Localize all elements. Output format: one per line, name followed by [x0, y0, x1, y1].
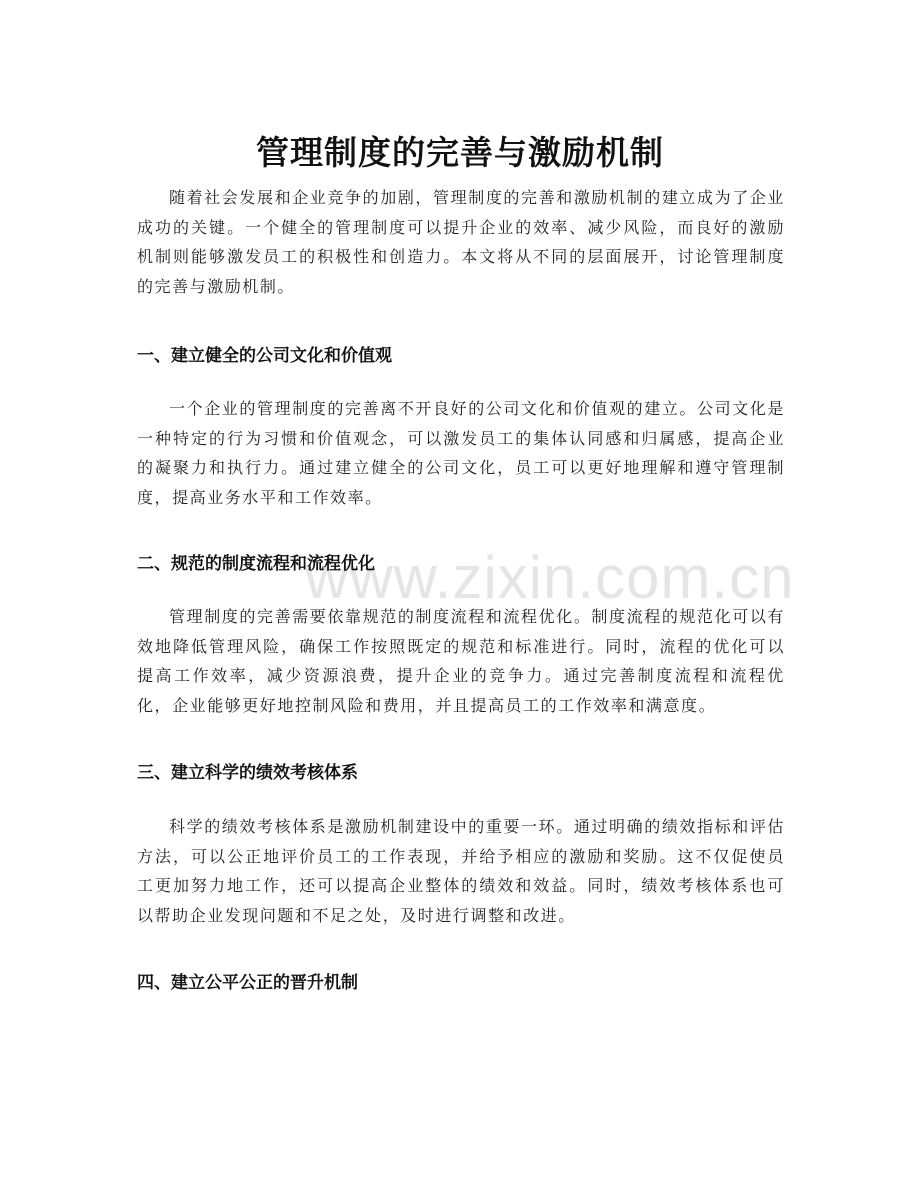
- document-title: 管理制度的完善与激励机制: [256, 133, 664, 173]
- section-3-heading: 三、建立科学的绩效考核体系: [137, 763, 358, 783]
- intro-paragraph: 随着社会发展和企业竞争的加剧，管理制度的完善和激励机制的建立成为了企业成功的关键。一个健全的管理制度可以提升企业的效率、减少风险，而良好的激励机制则能够激发员工的积极性和创造力。本文将从不同的层面展开，讨论管理制度的完善与激励机制。: [137, 188, 785, 296]
- section-4-heading: 四、建立公平公正的晋升机制: [137, 973, 358, 993]
- section-3-paragraph: 科学的绩效考核体系是激励机制建设中的重要一环。通过明确的绩效指标和评估方法，可以公正地评价员工的工作表现，并给予相应的激励和奖励。这不仅促使员工更加努力地工作，还可以提高企业整体的绩效和效益。同时，绩效考核体系也可以帮助企业发现问题和不足之处，及时进行调整和改进。: [137, 817, 785, 925]
- section-1-paragraph: 一个企业的管理制度的完善离不开良好的公司文化和价值观的建立。公司文化是一种特定的行为习惯和价值观念，可以激发员工的集体认同感和归属感，提高企业的凝聚力和执行力。通过建立健全的公司文化，员工可以更好地理解和遵守管理制度，提高业务水平和工作效率。: [137, 399, 785, 507]
- section-2-paragraph: 管理制度的完善需要依靠规范的制度流程和流程优化。制度流程的规范化可以有效地降低管理风险，确保工作按照既定的规范和标准进行。同时，流程的优化可以提高工作效率，减少资源浪费，提升企业的竞争力。通过完善制度流程和流程优化，企业能够更好地控制风险和费用，并且提高员工的工作效率和满意度。: [137, 607, 785, 715]
- watermark: www.zixin.com.cn: [305, 544, 795, 611]
- section-2-heading: 二、规范的制度流程和流程优化: [137, 554, 375, 574]
- section-1-heading: 一、建立健全的公司文化和价值观: [137, 346, 392, 366]
